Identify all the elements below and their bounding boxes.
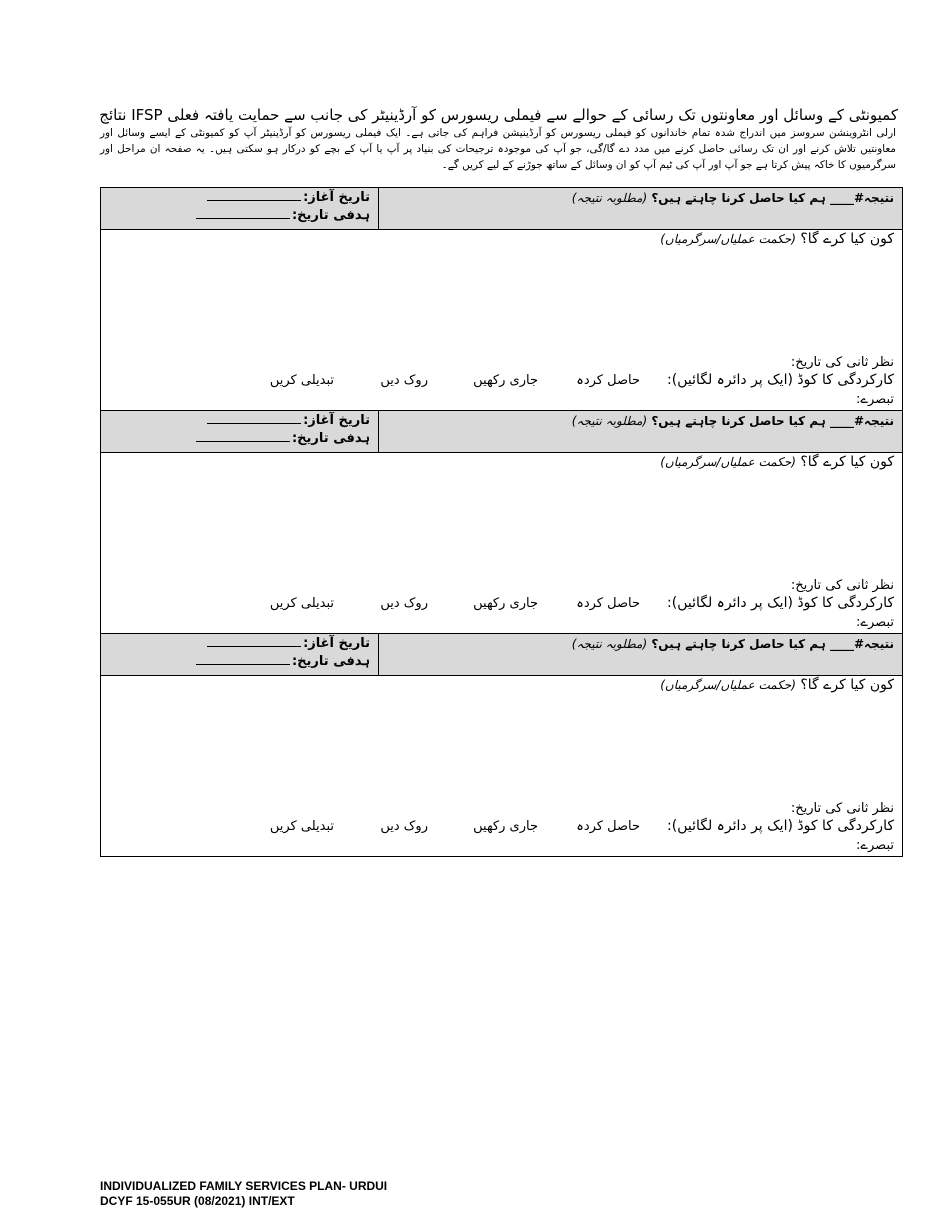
page-title: کمیونٹی کے وسائل اور معاونتوں تک رسائی کے حوالے سے فیملی ریسورس کو آرڈینیٹر کی جانب سے حمایت یافتہ فعلی IFSP نتائج xyxy=(99,106,898,124)
dates-cell xyxy=(101,411,379,453)
option-stop[interactable]: روک دیں xyxy=(380,373,428,388)
who-sublabel: (حکمت عملیاں/سرگرمیاں) xyxy=(660,232,796,246)
who-sublabel: (حکمت عملیاں/سرگرمیاں) xyxy=(660,455,796,469)
start-date-label: تاریخ آغاز: xyxy=(303,190,370,205)
performance-code-label: کارکردگی کا کوڈ (ایک پر دائرہ لگائیں): xyxy=(667,818,894,834)
target-date-field[interactable] xyxy=(196,208,290,219)
outcome-header-row xyxy=(101,411,903,453)
target-date-label: ہدفی تاریخ: xyxy=(291,431,370,446)
start-date-field[interactable] xyxy=(207,190,301,201)
option-achieved[interactable]: حاصل کردہ xyxy=(576,596,640,611)
outcome-label: نتیجہ#____ ہم کیا حاصل کرنا چاہتے ہیں؟ xyxy=(651,414,894,428)
option-achieved[interactable]: حاصل کردہ xyxy=(576,819,640,834)
option-change[interactable]: تبدیلی کریں xyxy=(269,819,334,834)
option-continue[interactable]: جاری رکھیں xyxy=(473,373,538,388)
footer-form-title: INDIVIDUALIZED FAMILY SERVICES PLAN- URDUI xyxy=(100,1179,388,1193)
option-continue[interactable]: جاری رکھیں xyxy=(473,596,538,611)
performance-code-label: کارکردگی کا کوڈ (ایک پر دائرہ لگائیں): xyxy=(667,372,894,388)
review-date-label: نظر ثانی کی تاریخ: xyxy=(790,801,894,816)
outcome-cell[interactable] xyxy=(379,634,903,676)
who-label: کون کیا کرے گا؟ xyxy=(800,677,894,693)
form-footer xyxy=(100,1179,387,1209)
option-continue[interactable]: جاری رکھیں xyxy=(473,819,538,834)
outcomes-table xyxy=(100,187,903,857)
outcome-cell[interactable] xyxy=(379,411,903,453)
outcome-sublabel: (مطلوبہ نتیجہ) xyxy=(571,414,648,428)
dates-cell xyxy=(101,188,379,230)
who-label: کون کیا کرے گا؟ xyxy=(800,454,894,470)
intro-paragraph: ارلی انٹروینشن سروسز میں اندراج شدہ تمام خاندانوں کو فیملی ریسورس کو آرڈینیشن فراہم کی جاتی ہے۔ ایک فیملی ریسورس کو آرڈینیٹر آپ کو کمیونٹی کے ایسے وسائل اور معاونتیں تلاش کرنے اور ان تک رسائی حاصل کرنے میں مدد دے گا/گی، جو آپ کی موجودہ ترجیحات کی بنیاد پر آپ یا آپ کے بچے کو درکار ہو سکتی ہیں۔ یہ صفحہ ان مراحل اور سرگرمیوں کا خاکہ پیش کرتا ہے جو آپ اور آپ کی ٹیم آپ کو ان وسائل کے ساتھ جوڑنے کے لیے کریں گے۔ xyxy=(100,127,896,171)
option-change[interactable]: تبدیلی کریں xyxy=(269,596,334,611)
option-change[interactable]: تبدیلی کریں xyxy=(269,373,334,388)
target-date-label: ہدفی تاریخ: xyxy=(291,208,370,223)
review-date-label: نظر ثانی کی تاریخ: xyxy=(790,578,894,593)
start-date-field[interactable] xyxy=(207,636,301,647)
option-stop[interactable]: روک دیں xyxy=(380,819,428,834)
who-sublabel: (حکمت عملیاں/سرگرمیاں) xyxy=(660,678,796,692)
target-date-field[interactable] xyxy=(196,431,290,442)
outcome-label: نتیجہ#____ ہم کیا حاصل کرنا چاہتے ہیں؟ xyxy=(651,637,894,651)
who-label: کون کیا کرے گا؟ xyxy=(800,231,894,247)
outcome-cell[interactable] xyxy=(379,188,903,230)
start-date-label: تاریخ آغاز: xyxy=(303,413,370,428)
outcome-header-row xyxy=(101,634,903,676)
comments-label: تبصرے: xyxy=(856,838,894,853)
outcome-body-row xyxy=(101,230,903,411)
strategies-cell[interactable] xyxy=(101,453,903,634)
review-date-label: نظر ثانی کی تاریخ: xyxy=(790,355,894,370)
outcome-label: نتیجہ#____ ہم کیا حاصل کرنا چاہتے ہیں؟ xyxy=(651,191,894,205)
outcome-body-row xyxy=(101,676,903,857)
target-date-label: ہدفی تاریخ: xyxy=(291,654,370,669)
start-date-label: تاریخ آغاز: xyxy=(303,636,370,651)
option-stop[interactable]: روک دیں xyxy=(380,596,428,611)
comments-label: تبصرے: xyxy=(856,392,894,407)
outcome-sublabel: (مطلوبہ نتیجہ) xyxy=(571,637,648,651)
performance-code-label: کارکردگی کا کوڈ (ایک پر دائرہ لگائیں): xyxy=(667,595,894,611)
target-date-field[interactable] xyxy=(196,654,290,665)
outcome-body-row xyxy=(101,453,903,634)
dates-cell xyxy=(101,634,379,676)
strategies-cell[interactable] xyxy=(101,230,903,411)
strategies-cell[interactable] xyxy=(101,676,903,857)
option-achieved[interactable]: حاصل کردہ xyxy=(576,373,640,388)
footer-form-number: DCYF 15-055UR (08/2021) INT/EXT xyxy=(100,1194,295,1208)
start-date-field[interactable] xyxy=(207,413,301,424)
outcome-sublabel: (مطلوبہ نتیجہ) xyxy=(571,191,648,205)
comments-label: تبصرے: xyxy=(856,615,894,630)
outcome-header-row xyxy=(101,188,903,230)
